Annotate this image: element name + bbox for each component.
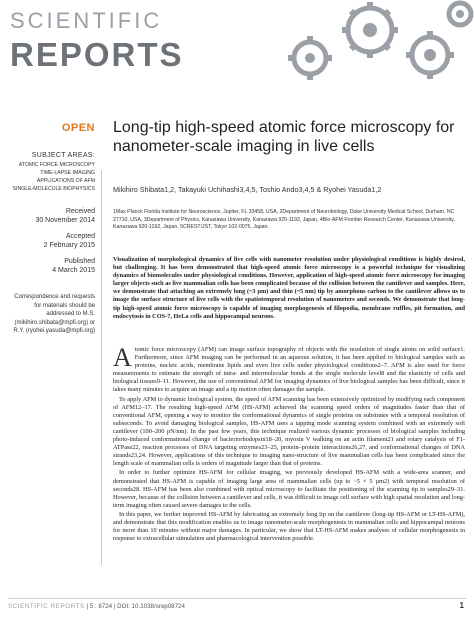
accepted-date-block: [8, 232, 95, 250]
correspondence-note: Correspondence and requests for materials should be addressed to M.S. (mikihiro.shibata@mpfi.org) or R.Y. (ryohei.yasuda@mpfi.org): [13, 294, 95, 334]
received-date-block: [8, 207, 95, 225]
article-body: [113, 343, 465, 544]
body-paragraph: [113, 343, 465, 395]
received-label: Received: [65, 208, 95, 215]
paragraph-text: tomic force microscopy (AFM) can image surface topography of objects with the resolution of single atoms on solid surface1. Furthermore, since AFM imaging can be performed in an aqueous solution, it has been applied to biological samples such as proteins, nucleic acids, membrane lipids and even live cells under physiological conditions2–7. AFM is also used for force measurements to estimate the strength of intra- and intermolecular bonds at the single molecule level8 and the elasticity of cells and biological tissues9–11. However, the use of conventional AFM for imaging dynamics of live biological samples has been difficult, since it takes many minutes to acquire an image and a tip motion often damages the sample.: [113, 346, 465, 394]
published-date: 4 March 2015: [52, 267, 95, 274]
author-list: Mikihiro Shibata1,2, Takayuki Uchihashi3,4,5, Toshio Ando3,4,5 & Ryohei Yasuda1,2: [113, 185, 382, 194]
open-access-label: OPEN: [61, 122, 95, 134]
published-date-block: [8, 257, 95, 275]
page-number: 1: [459, 601, 464, 610]
page-footer: [8, 603, 185, 610]
body-paragraph: To apply AFM to dynamic biological system, the speed of AFM scanning has been extensively optimized by modifying each component of AFM12–17. The resulting high-speed AFM (HS-AFM) achieved the scanning speed orders of magnitudes faster than that of conventional AFM, opening a way to monitor the conformational dynamics of single proteins on substrates with a temporal resolution of subseconds. To avoid damaging biological samples, HS-AFM uses a tapping mode scanning system combined with an extremely soft cantilever (100–200 pN/nm). In the past few years, this technique realized various dynamic processes of biological samples including photo-induced conformational change of bacteriorhodopsin18–20, myosin V walking on an actin filament21 and rotary catalysis of F1-ATPase22, reaction processes of DNA targeting enzymes23–25, protein–protein interactions26,27, and conformational changes of DNA strands23,24. However, applications of this technique to imaging nano-structure of live mammalian cells has been complicated since the length scale of mammalian cells is orders of magnitude larger than that of proteins.: [113, 395, 465, 468]
body-paragraph: In this paper, we further improved HS-AFM by fabricating an extremely long tip on the cantilever (long-tip HS-AFM or LT-HS-AFM), and demonstrate that this modification enables us to image nanometer-scale morphogenesis in mammalian cells and hippocampal neurons for more than 10 minutes without major damages. In particular, we show that LT-HS-AFM makes analyses of cellular morphogenesis in response to extracellular stimulation and pharmacological intervention possible.: [113, 510, 465, 543]
gear-icon: [270, 0, 474, 80]
accepted-date: 2 February 2015: [43, 242, 95, 249]
subject-item[interactable]: TIME-LAPSE IMAGING: [40, 170, 95, 176]
article-title: Long-tip high-speed atomic force microscopy for nanometer-scale imaging in live cells: [113, 119, 455, 155]
footer-citation: | 5 : 8724 | DOI: 10.1038/srep08724: [86, 603, 185, 610]
footer-divider: [8, 598, 466, 599]
masthead-reports: REPORTS: [10, 36, 184, 73]
drop-cap: A: [113, 343, 132, 372]
column-divider: [101, 170, 102, 565]
published-label: Published: [64, 258, 95, 265]
abstract: Visualization of morphological dynamics of live cells with nanometer resolution under physiological conditions is highly desired, but challenging. It has been demonstrated that high-speed atomic force microscopy is a powerful technique for visualizing dynamics of biomolecules under physiological conditions. However, application of high-speed atomic force microscopy for imaging larger objects such as live mammalian cells has been complicated because of the collision between the cantilever and samples. Here, we demonstrate that attaching an extremely long (~3 µm) and thin (~5 nm) tip by amorphous carbon to the cantilever allows us to image the surface structure of live cells with the spatiotemporal resolution of nanometers and seconds. We demonstrate that long-tip high-speed atomic force microscopy is capable of imaging morphogenesis of filopodia, membrane ruffles, pit formation, and endocytosis in COS-7, HeLa cells and hippocampal neurons.: [113, 256, 465, 320]
article-sidebar: [8, 118, 95, 336]
subject-list: [8, 161, 95, 193]
subject-item[interactable]: ATOMIC FORCE MICROSCOPY: [18, 162, 95, 168]
received-date: 30 November 2014: [35, 217, 95, 224]
subject-areas-heading: SUBJECT AREAS:: [31, 152, 95, 159]
journal-masthead: [10, 6, 240, 76]
subject-item[interactable]: SINGLE-MOLECULE BIOPHYSICS: [12, 186, 95, 192]
body-paragraph: In order to further optimize HS-AFM for cellular imaging, we previously developed HS-AFM with a wide-area scanner, and demonstrated that HS-AFM is capable of imaging large area of mammalian cells (up to ~5 × 5 µm2) with temporal resolution of seconds28. HS-AFM has been also combined with optical microscopy to facilitate the positioning of the scanning tip to samples29–31. However, because of the collision between a cantilever and cells, it was difficult to image cell surface with high spatial resolution and long-term imaging often caused severe damages to the cells.: [113, 469, 465, 509]
accepted-label: Accepted: [65, 233, 95, 240]
footer-journal-name: SCIENTIFIC REPORTS: [8, 603, 85, 610]
subject-item[interactable]: APPLICATIONS OF AFM: [36, 178, 95, 184]
affiliations: 1Max Planck Florida Institute for Neuroscience, Jupiter, FL 33458, USA, 2Department of Neurobiology, Duke University Medical School, Durham, NC 27710, USA, 3Department of Physics, Kanazawa University, Kanazawa 920-1192, Japan, 4Bio-AFM Frontier Research Center, Kanazawa University, Kanazawa 920-1192, Japan, 5CREST/JST, Tokyo 102-0075, Japan.: [113, 209, 455, 230]
masthead-scientific: SCIENTIFIC: [10, 8, 163, 33]
